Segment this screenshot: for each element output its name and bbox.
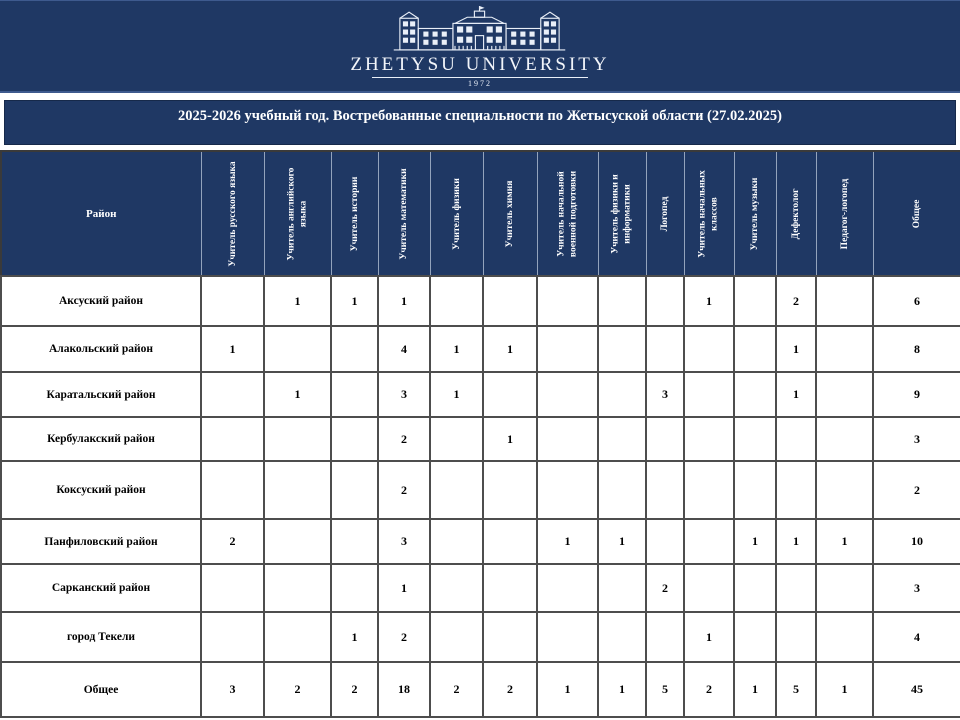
value-cell	[646, 461, 684, 519]
spacer	[0, 93, 960, 100]
value-cell: 2	[201, 519, 264, 564]
column-header-specialty	[378, 151, 430, 276]
value-cell: 9	[873, 372, 960, 417]
value-cell	[776, 612, 816, 662]
district-cell: Коксуский район	[1, 461, 201, 519]
value-cell	[598, 564, 646, 612]
value-cell: 3	[873, 564, 960, 612]
value-cell: 1	[331, 612, 378, 662]
district-cell: город Текели	[1, 612, 201, 662]
column-header-specialty	[776, 151, 816, 276]
district-cell: Кербулакский район	[1, 417, 201, 461]
column-header-label: Педагог-логопед	[839, 178, 850, 249]
value-cell: 1	[483, 417, 537, 461]
column-header-specialty	[734, 151, 776, 276]
title-bar	[4, 100, 956, 145]
column-header-specialty	[483, 151, 537, 276]
value-cell: 1	[264, 372, 331, 417]
value-cell: 1	[734, 519, 776, 564]
value-cell: 3	[201, 662, 264, 717]
value-cell	[331, 519, 378, 564]
value-cell	[430, 417, 483, 461]
value-cell: 5	[646, 662, 684, 717]
value-cell: 1	[816, 662, 873, 717]
district-cell: Сарканский район	[1, 564, 201, 612]
column-header-label: Учитель русского языка	[227, 160, 238, 267]
value-cell: 3	[378, 519, 430, 564]
value-cell	[598, 417, 646, 461]
value-cell	[201, 461, 264, 519]
table-row	[1, 326, 960, 372]
column-header-specialty	[816, 151, 873, 276]
value-cell: 1	[430, 372, 483, 417]
column-header-specialty	[537, 151, 598, 276]
district-cell: Общее	[1, 662, 201, 717]
value-cell	[264, 417, 331, 461]
value-cell	[734, 326, 776, 372]
value-cell: 1	[776, 326, 816, 372]
value-cell	[264, 326, 331, 372]
value-cell	[201, 372, 264, 417]
value-cell: 1	[776, 519, 816, 564]
value-cell	[483, 276, 537, 326]
value-cell	[816, 276, 873, 326]
value-cell: 1	[331, 276, 378, 326]
district-cell: Каратальский район	[1, 372, 201, 417]
value-cell	[537, 326, 598, 372]
value-cell	[201, 417, 264, 461]
specialties-table	[0, 150, 960, 718]
value-cell	[734, 417, 776, 461]
value-cell	[537, 372, 598, 417]
value-cell	[537, 461, 598, 519]
value-cell	[816, 417, 873, 461]
value-cell	[201, 612, 264, 662]
table-total-row	[1, 662, 960, 717]
value-cell	[483, 519, 537, 564]
value-cell	[816, 564, 873, 612]
page-title: 2025-2026 учебный год. Востребованные специальности по Жетысуской области (27.02.2025)	[178, 108, 782, 124]
value-cell: 1	[598, 662, 646, 717]
value-cell	[816, 612, 873, 662]
value-cell	[646, 519, 684, 564]
value-cell: 2	[776, 276, 816, 326]
value-cell: 10	[873, 519, 960, 564]
value-cell	[331, 326, 378, 372]
value-cell: 1	[816, 519, 873, 564]
value-cell: 1	[378, 564, 430, 612]
university-banner	[0, 0, 960, 93]
column-header-label: Дефектолог	[790, 188, 801, 239]
table-header-row	[1, 151, 960, 276]
column-header-label: Учитель химия	[504, 180, 515, 247]
column-header-specialty	[684, 151, 734, 276]
value-cell	[816, 326, 873, 372]
value-cell	[598, 612, 646, 662]
value-cell: 2	[646, 564, 684, 612]
value-cell	[430, 461, 483, 519]
value-cell	[684, 564, 734, 612]
value-cell	[684, 326, 734, 372]
value-cell: 2	[873, 461, 960, 519]
value-cell: 1	[483, 326, 537, 372]
value-cell: 3	[646, 372, 684, 417]
value-cell	[430, 564, 483, 612]
value-cell	[646, 326, 684, 372]
district-cell: Аксуский район	[1, 276, 201, 326]
value-cell	[776, 564, 816, 612]
value-cell: 1	[378, 276, 430, 326]
value-cell	[430, 519, 483, 564]
value-cell	[776, 417, 816, 461]
column-header-district	[1, 151, 201, 276]
value-cell	[646, 612, 684, 662]
value-cell	[430, 612, 483, 662]
value-cell	[684, 461, 734, 519]
value-cell: 1	[776, 372, 816, 417]
value-cell: 1	[201, 326, 264, 372]
column-header-label: Учитель английского языка	[286, 167, 309, 260]
value-cell: 1	[684, 276, 734, 326]
value-cell	[734, 276, 776, 326]
value-cell	[483, 372, 537, 417]
value-cell: 1	[734, 662, 776, 717]
value-cell: 3	[873, 417, 960, 461]
column-header-specialty	[873, 151, 960, 276]
value-cell: 1	[537, 662, 598, 717]
district-cell: Панфиловский район	[1, 519, 201, 564]
university-logo	[350, 5, 609, 88]
value-cell	[264, 519, 331, 564]
table-row	[1, 417, 960, 461]
value-cell	[483, 461, 537, 519]
value-cell: 2	[378, 461, 430, 519]
value-cell	[598, 461, 646, 519]
value-cell: 2	[378, 612, 430, 662]
value-cell	[537, 417, 598, 461]
value-cell	[430, 276, 483, 326]
value-cell	[331, 564, 378, 612]
value-cell: 1	[598, 519, 646, 564]
value-cell: 3	[378, 372, 430, 417]
column-header-label: Учитель начальных классов	[697, 169, 720, 258]
value-cell	[201, 564, 264, 612]
table-row	[1, 276, 960, 326]
column-header-label: Учитель истории	[349, 176, 360, 251]
value-cell: 5	[776, 662, 816, 717]
column-header-label: Учитель физики	[451, 177, 462, 250]
table-row	[1, 461, 960, 519]
value-cell: 2	[378, 417, 430, 461]
value-cell: 2	[684, 662, 734, 717]
column-header-label: Учитель начальной военной подготовки	[556, 170, 579, 257]
table-row	[1, 519, 960, 564]
value-cell	[816, 372, 873, 417]
university-name: ZHETYSU UNIVERSITY	[350, 53, 610, 75]
column-header-specialty	[264, 151, 331, 276]
column-header-label: Логопед	[659, 196, 670, 231]
column-header-label: Учитель математики	[398, 167, 409, 260]
value-cell: 2	[430, 662, 483, 717]
value-cell	[331, 417, 378, 461]
value-cell: 1	[684, 612, 734, 662]
value-cell	[734, 461, 776, 519]
column-header-specialty	[430, 151, 483, 276]
established-year: 1972	[467, 78, 492, 88]
value-cell	[646, 276, 684, 326]
value-cell	[734, 564, 776, 612]
value-cell	[331, 461, 378, 519]
value-cell: 1	[537, 519, 598, 564]
column-header-specialty	[598, 151, 646, 276]
value-cell	[264, 612, 331, 662]
logo-divider	[372, 77, 588, 78]
value-cell: 18	[378, 662, 430, 717]
column-header-label: Учитель физики и информатики	[610, 173, 633, 254]
column-header-specialty	[331, 151, 378, 276]
value-cell	[598, 276, 646, 326]
value-cell	[646, 417, 684, 461]
district-header-label: Район	[86, 207, 117, 220]
value-cell: 8	[873, 326, 960, 372]
value-cell: 2	[331, 662, 378, 717]
value-cell	[684, 372, 734, 417]
value-cell	[537, 612, 598, 662]
column-header-specialty	[201, 151, 264, 276]
table-row	[1, 372, 960, 417]
value-cell	[684, 519, 734, 564]
value-cell: 4	[378, 326, 430, 372]
value-cell: 45	[873, 662, 960, 717]
value-cell	[331, 372, 378, 417]
value-cell	[776, 461, 816, 519]
value-cell	[483, 612, 537, 662]
value-cell: 2	[483, 662, 537, 717]
district-cell: Алакольский район	[1, 326, 201, 372]
value-cell: 2	[264, 662, 331, 717]
value-cell: 1	[264, 276, 331, 326]
value-cell: 1	[430, 326, 483, 372]
value-cell	[734, 612, 776, 662]
university-building-icon	[377, 5, 582, 54]
value-cell: 4	[873, 612, 960, 662]
value-cell	[816, 461, 873, 519]
value-cell	[201, 276, 264, 326]
table-body	[1, 276, 960, 717]
value-cell	[537, 276, 598, 326]
table-row	[1, 564, 960, 612]
value-cell	[264, 461, 331, 519]
value-cell	[598, 372, 646, 417]
table-row	[1, 612, 960, 662]
value-cell	[483, 564, 537, 612]
column-header-label: Общее	[911, 199, 922, 228]
value-cell	[734, 372, 776, 417]
value-cell: 6	[873, 276, 960, 326]
value-cell	[598, 326, 646, 372]
column-header-specialty	[646, 151, 684, 276]
column-header-label: Учитель музыки	[749, 177, 760, 250]
value-cell	[537, 564, 598, 612]
value-cell	[684, 417, 734, 461]
value-cell	[264, 564, 331, 612]
